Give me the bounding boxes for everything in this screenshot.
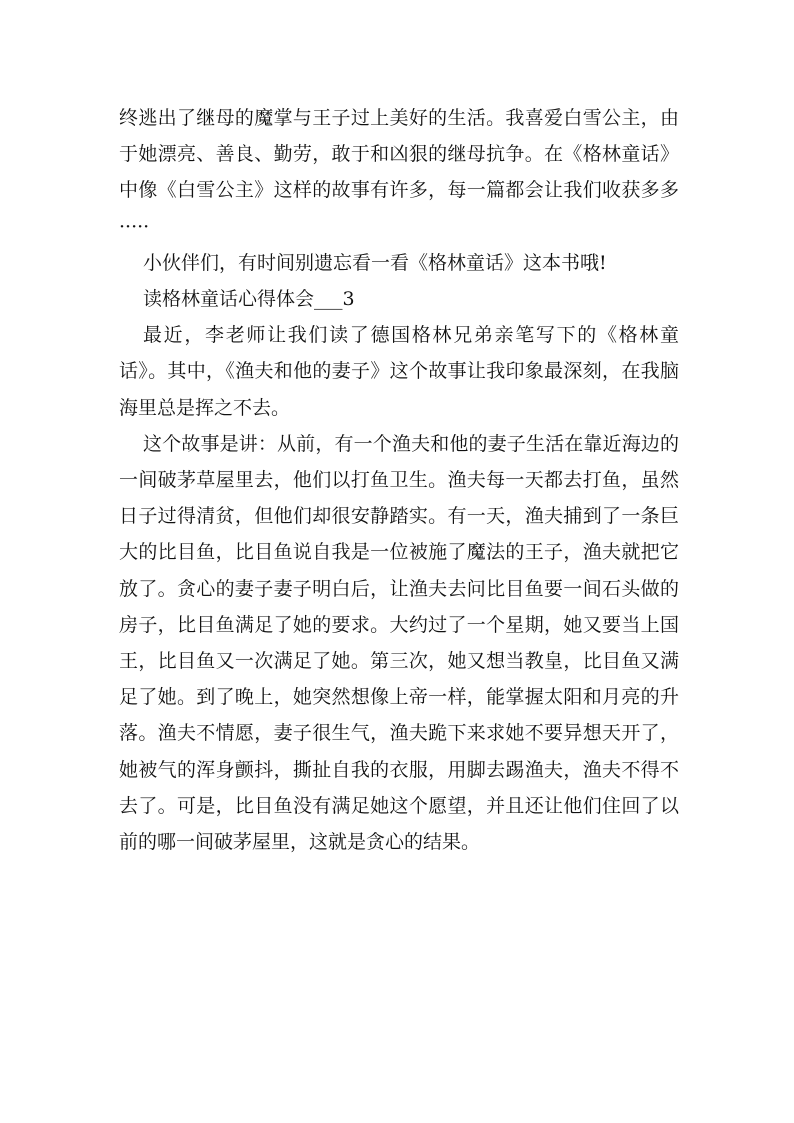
paragraph-snow-white-ending: 终逃出了继母的魔掌与王子过上美好的生活。我喜爱白雪公主，由于她漂亮、善良、勤劳，敢于和凶狠的继母抗争。在《格林童话》中像《白雪公主》这样的故事有许多，每一篇都会让我们收获多多·····	[119, 107, 679, 238]
paragraph-story-summary: 这个故事是讲：从前，有一个渔夫和他的妻子生活在靠近海边的一间破茅草屋里去，他们以打鱼卫生。渔夫每一天都去打鱼，虽然日子过得清贫，但他们却很安静踏实。有一天，渔夫捕到了一条巨大的比目鱼，比目鱼说自我是一位被施了魔法的王子，渔夫就把它放了。贪心的妻子妻子明白后，让渔夫去问比目鱼要一间石头做的房子，比目鱼满足了她的要求。大约过了一个星期，她又要当上国王，比目鱼又一次满足了她。第三次，她又想当教皇，比目鱼又满足了她。到了晚上，她突然想像上帝一样，能掌握太阳和月亮的升落。渔夫不情愿，妻子很生气，渔夫跪下来求她不要异想天开了，她被气的浑身颤抖，撕扯自我的衣服，用脚去踢渔夫，渔夫不得不去了。可是，比目鱼没有满足她这个愿望，并且还让他们住回了以前的哪一间破茅屋里，这就是贪心的结果。	[119, 432, 679, 854]
paragraph-introduction: 最近，李老师让我们读了德国格林兄弟亲笔写下的《格林童话》。其中，《渔夫和他的妻子》这个故事让我印象最深刻，在我脑海里总是挥之不去。	[119, 324, 679, 419]
paragraph-recommendation: 小伙伴们，有时间别遗忘看一看《格林童话》这本书哦!	[143, 251, 607, 274]
section-heading: 读格林童话心得体会___3	[143, 288, 355, 311]
document-body	[119, 100, 679, 860]
